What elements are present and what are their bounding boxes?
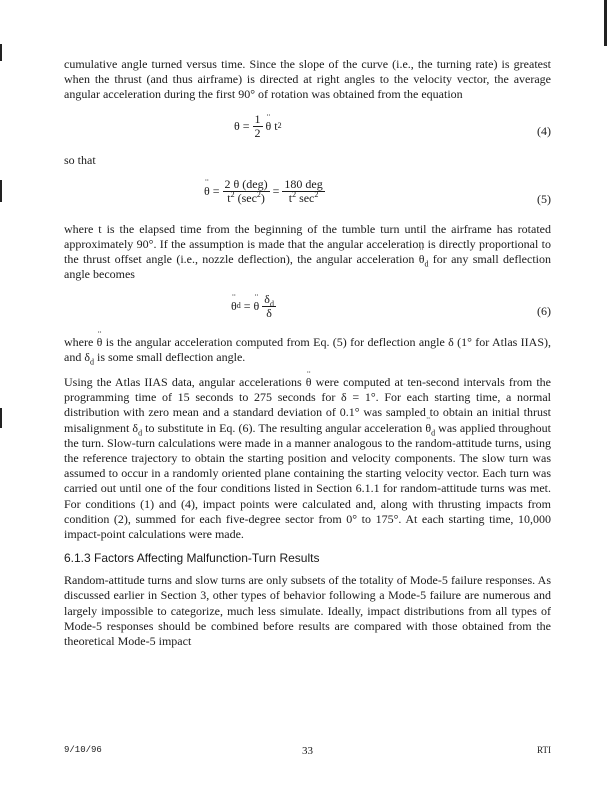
section-heading: 6.1.3 Factors Affecting Malfunction-Turn Results xyxy=(64,551,320,566)
footer-date: 9/10/96 xyxy=(64,745,102,755)
paragraph-3: where t is the elapsed time from the beginning of the tumble turn until the airframe has rotated approximately 90°. If the assumption is made that the angular acceleration is directly proportional to the thrust offset angle (i.e., nozzle deflection), the angular acceleration ¨ $\theta_d$ for any small deflection angle becomes xyxy=(64,222,551,283)
paragraph-6: Random-attitude turns and slow turns are only subsets of the totality of Mode-5 failure responses. As discussed earlier in Section 3, other types of behavior following a Mode-5 failure are numerous and largely impossible to categorize, much less simulate. Ideally, impact distributions from all types of Mode-5 responses should be combined before results are compared with those obtained from the theoretical Mode-5 impact xyxy=(64,573,551,649)
edge-mark xyxy=(604,0,607,46)
equation-number: (5) xyxy=(537,191,551,206)
fraction: $\frac{\delta_d}{\delta}$ xyxy=(264,291,274,320)
equation-4: θ = $\frac{1}{2}$ ¨ θ t 2 (4) xyxy=(64,111,551,151)
paragraph-5: Using the Atlas IIAS data, angular accelerations ¨ θ were computed at ten-second intervals from the programming time of 15 seconds to 275 seconds for δ = 1°. For each starting time, a normal distribution with zero mean and a standard deviation of 0.1° was sampled to obtain an initial thrust misalignment $\delta_d$ to substitute in Eq. (6). The resulting angular acceleration ¨ $\theta_d$ was applied throughout the turn. Slow-turn calculations were made in a manner analogous to the random-attitude turns, using the reference trajectory to obtain the starting position and velocity components. The slow turn was assumed to occur in a randomly oriented plane containing the starting velocity vector. Each turn was carried out until one of the four conditions listed in Section 6.1.1 for random-attitude turns was met. For conditions (1) and (4), impact points were calculated and, along with thrusting impacts from condition (2), summed for each five-degree sector from 0° to 175°. At each starting time, 10,000 impact-point calculations were made. xyxy=(64,375,551,542)
equation-number: (6) xyxy=(537,303,551,318)
edge-mark xyxy=(0,408,2,428)
page-number: 33 xyxy=(302,745,313,757)
page-body xyxy=(64,57,551,649)
edge-mark xyxy=(0,44,2,61)
paragraph-4: where ¨ θ is the angular acceleration computed from Eq. (5) for deflection angle δ (1° for Atlas IIAS), and $\delta_d$ is some small deflection angle. xyxy=(64,335,551,365)
equation-6: ¨ θ d = ¨ θ $\frac{\delta_d}{\delta}$ (6) xyxy=(64,291,551,331)
equation-5: ¨ θ = $\frac{\text{2 θ (deg)}}{t^2 (\sec^2)}$ = $\frac{\text{180 deg}}{t^2 \sec^2}$ (5) xyxy=(64,176,551,218)
fraction: $\frac{\text{2 θ (deg)}}{t^2 (\sec^2)}$ xyxy=(224,176,268,205)
edge-mark xyxy=(0,180,2,202)
paragraph-2: so that xyxy=(64,152,96,167)
fraction: $\frac{1}{2}$ xyxy=(254,111,261,140)
fraction: $\frac{\text{180 deg}}{t^2 \sec^2}$ xyxy=(284,176,323,205)
paragraph-1: cumulative angle turned versus time. Since the slope of the curve (i.e., the turning rate) is greatest when the thrust (and thus airframe) is directed at right angles to the velocity vector, the average angular acceleration during the first 90° of rotation was obtained from the equation xyxy=(64,57,551,102)
footer-org: RTI xyxy=(537,745,551,755)
equation-number: (4) xyxy=(537,123,551,138)
